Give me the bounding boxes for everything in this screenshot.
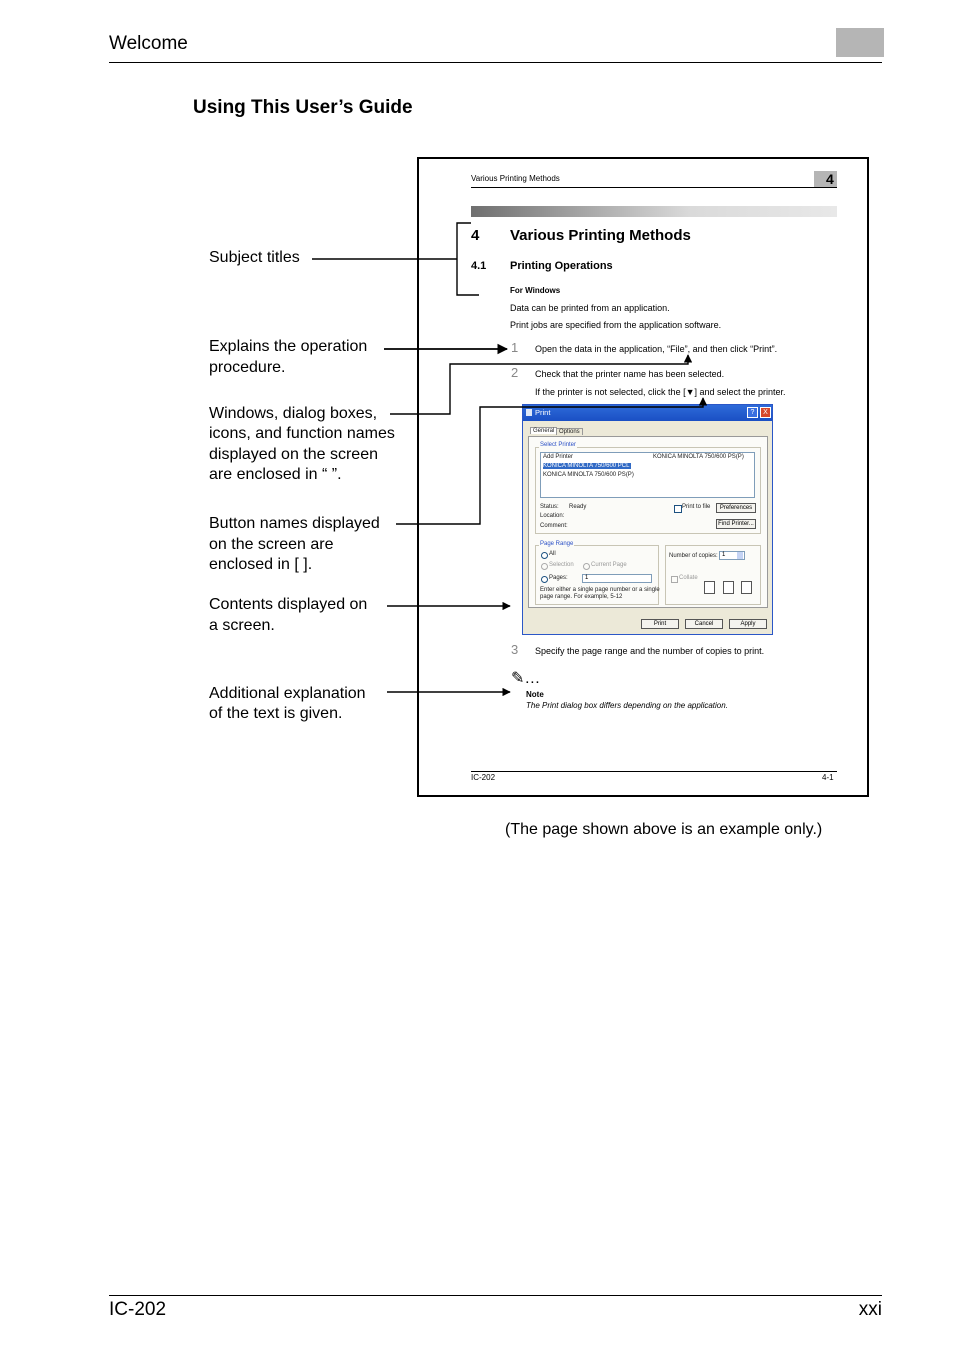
select-printer-label: Select Printer xyxy=(540,442,577,448)
pages-input[interactable]: 1 xyxy=(582,574,652,583)
sample-step1-text: Open the data in the application, “File”, and then click “Print”. xyxy=(535,344,778,354)
current-page-label: Current Page xyxy=(591,562,627,568)
close-icon[interactable]: X xyxy=(760,407,771,418)
callout-buttons-line1: Button names displayed xyxy=(209,514,380,535)
tab-options[interactable]: Options xyxy=(556,428,583,435)
range-hint-1: Enter either a single page number or a single xyxy=(540,587,660,593)
note-pencil-icon: ✎… xyxy=(511,670,541,687)
callout-additional-line1: Additional explanation xyxy=(209,684,366,705)
range-hint-2: page range. For example, 5-12 xyxy=(540,594,623,600)
location-label: Location: xyxy=(540,513,565,519)
printer-item[interactable]: KONICA MINOLTA 750/600 PS(P) xyxy=(543,472,634,478)
sample-subsection: For Windows xyxy=(510,286,561,295)
dialog-title: Print xyxy=(535,408,551,417)
example-caption: (The page shown above is an example only.) xyxy=(505,821,823,838)
callout-contents-line2: a screen. xyxy=(209,616,275,637)
status-value: Ready xyxy=(569,504,587,510)
printer-item-selected[interactable]: KONICA MINOLTA 750/600 PCL xyxy=(543,463,630,469)
button-names-arrow xyxy=(396,398,703,524)
callout-operation-line1: Explains the operation xyxy=(209,337,367,358)
callout-additional-line2: of the text is given. xyxy=(209,704,342,725)
sample-section-title: Printing Operations xyxy=(510,260,613,272)
sample-note-text: The Print dialog box differs depending on the application. xyxy=(526,701,728,710)
sample-step1-number: 1 xyxy=(511,340,519,355)
callout-contents-line1: Contents displayed on xyxy=(209,595,367,616)
copies-label: Number of copies: xyxy=(669,553,718,559)
sample-chapter-number: 4 xyxy=(471,227,480,244)
sample-chapter-title: Various Printing Methods xyxy=(510,227,691,244)
callout-windows-line2: icons, and function names xyxy=(209,424,395,445)
sample-section-number: 4.1 xyxy=(471,260,487,272)
sample-step2-subtext: If the printer is not selected, click the [▼] and select the printer. xyxy=(535,387,786,397)
status-label: Status: xyxy=(540,504,559,510)
page-range-label: Page Range xyxy=(540,541,574,547)
sample-step2-number: 2 xyxy=(511,365,519,380)
preferences-button[interactable]: Preferences xyxy=(716,503,756,513)
printer-item[interactable]: KONICA MINOLTA 750/600 PS(P) xyxy=(653,454,744,460)
callout-windows-line1: Windows, dialog boxes, xyxy=(209,404,377,425)
copies-input[interactable]: 1 xyxy=(719,551,745,560)
callout-windows-line3: displayed on the screen xyxy=(209,445,378,466)
sample-footer-left: IC-202 xyxy=(471,773,496,782)
windows-names-arrow xyxy=(390,355,688,414)
print-button[interactable]: Print xyxy=(641,619,679,629)
callout-buttons-line3: enclosed in [ ]. xyxy=(209,555,312,576)
sample-chapter-tab-number: 4 xyxy=(826,171,834,187)
help-icon[interactable]: ? xyxy=(747,407,758,418)
callout-subject-titles: Subject titles xyxy=(209,248,300,269)
footer-page-number: xxi xyxy=(858,1299,882,1320)
sample-footer-right: 4-1 xyxy=(822,773,834,782)
callout-windows-line4: are enclosed in “ ”. xyxy=(209,465,342,486)
footer-model: IC-202 xyxy=(109,1299,167,1320)
sample-note-label: Note xyxy=(526,690,544,699)
collate-label: Collate xyxy=(679,575,698,581)
footer-rule xyxy=(109,1295,882,1296)
find-printer-button[interactable]: Find Printer... xyxy=(716,519,756,529)
print-to-file-label: Print to file xyxy=(682,504,711,510)
all-label: All xyxy=(549,551,556,557)
section-title: Using This User’s Guide xyxy=(193,97,413,118)
tab-general[interactable]: General xyxy=(530,427,557,434)
header-title: Welcome xyxy=(109,33,188,54)
selection-label: Selection xyxy=(549,562,574,568)
subject-titles-bracket xyxy=(457,223,479,295)
sample-step3-text: Specify the page range and the number of copies to print. xyxy=(535,646,765,656)
sample-intro-2: Print jobs are specified from the application software. xyxy=(510,320,722,330)
sample-intro-1: Data can be printed from an application. xyxy=(510,303,670,313)
comment-label: Comment: xyxy=(540,523,568,529)
printer-item[interactable]: Add Printer xyxy=(543,454,574,460)
callout-operation-line2: procedure. xyxy=(209,358,286,379)
sample-running-header: Various Printing Methods xyxy=(471,174,560,183)
pages-label: Pages: xyxy=(549,575,568,581)
callout-buttons-line2: on the screen are xyxy=(209,535,334,556)
sample-step3-number: 3 xyxy=(511,642,519,657)
sample-step2-text: Check that the printer name has been selected. xyxy=(535,369,725,379)
cancel-button[interactable]: Cancel xyxy=(685,619,723,629)
apply-button[interactable]: Apply xyxy=(729,619,767,629)
